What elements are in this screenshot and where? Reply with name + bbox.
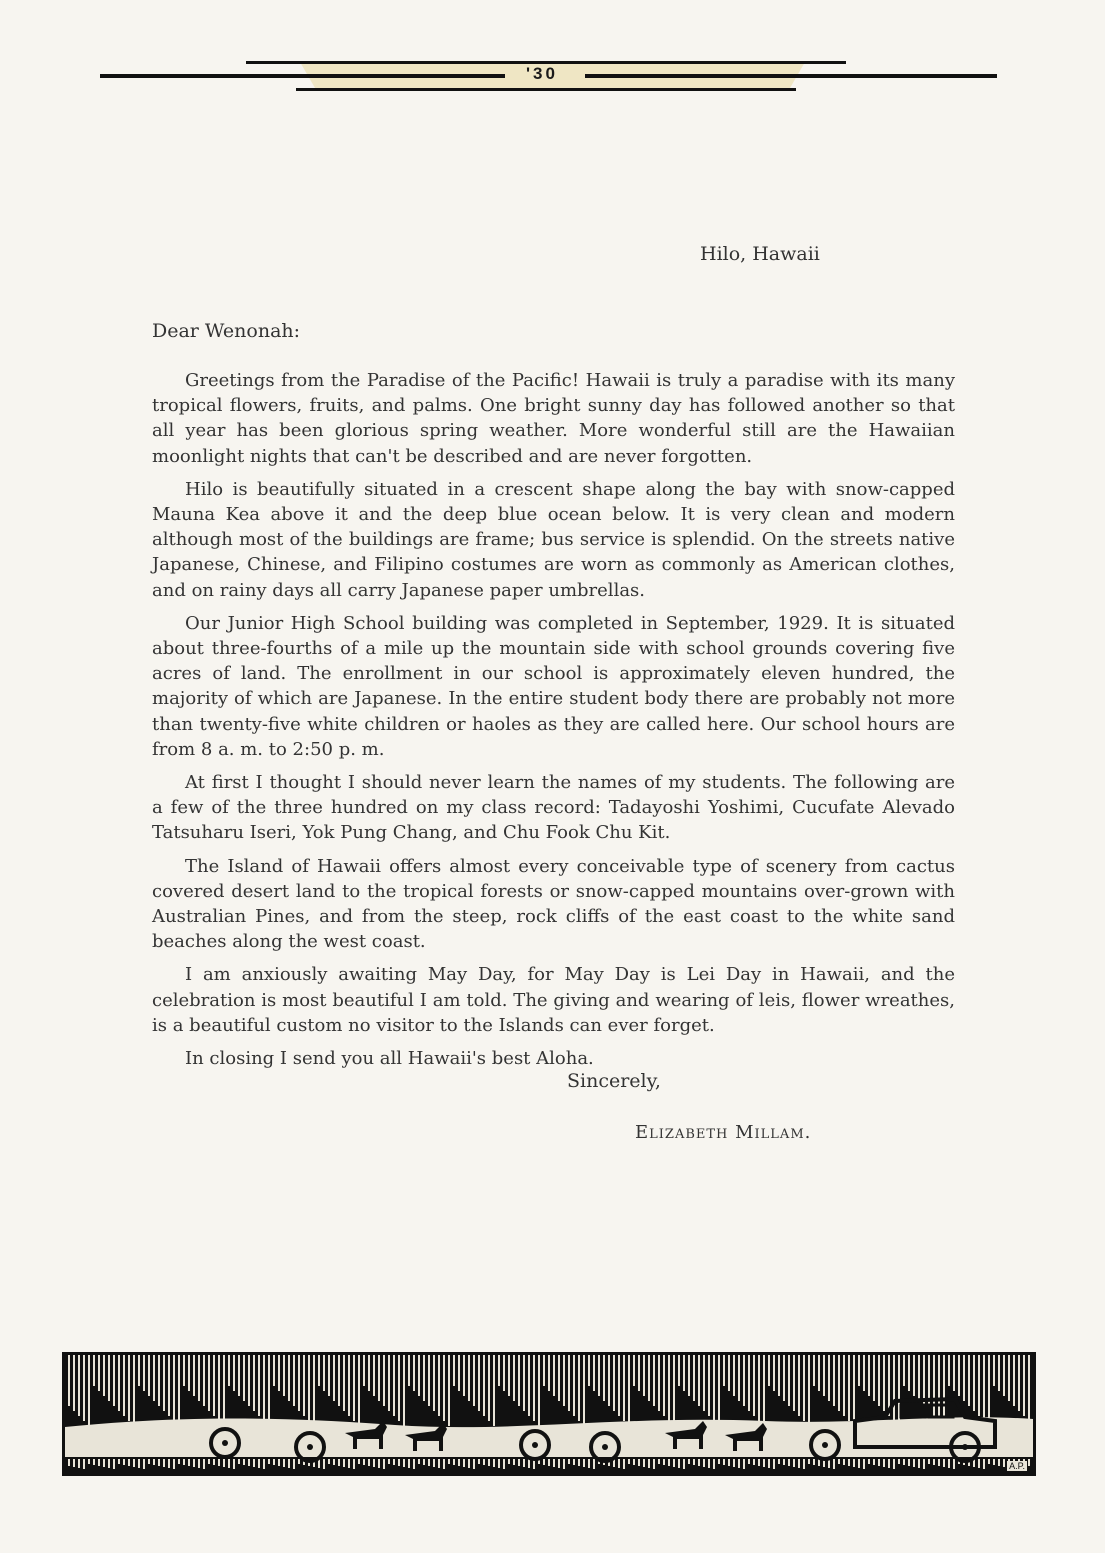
letter-paragraph: Greetings from the Paradise of the Pacific! Hawaii is truly a paradise with its many tropical flowers, fruits, and palms. One bright sunny day has followed another so that all year has been glorious spring weather. More wonderful still are the Hawaiian moonlight nights that can't be described and are never forgotten. <box>152 370 955 467</box>
page-header <box>0 0 1105 110</box>
header-rule-left <box>100 74 505 78</box>
header-rules <box>0 0 1105 110</box>
letter-paragraph: The Island of Hawaii offers almost every conceivable type of scenery from cactus covered desert land to the tropical forests or snow-capped mountains over-grown with Australian Pines, and from the steep, rock cliffs of the east coast to the white sand beaches along the west coast. <box>152 855 955 953</box>
artist-initials: A.P. <box>1009 1461 1025 1471</box>
decorative-banner <box>62 1352 1036 1476</box>
letter-paragraph: Hilo is beautifully situated in a crescent shape along the bay with snow-capped Mauna Kea above it and the deep blue ocean below. It is very clean and modern although most of the buildings are frame; bus service is splendid. On the streets native Japanese, Chinese, and Filipino costumes are worn as commonly as American clothes, and on rainy days all carry Japanese paper umbrellas. <box>152 478 955 601</box>
letter-body <box>152 368 955 1079</box>
letter-paragraph: At first I thought I should never learn the names of my students. The following are a few of the three hundred on my class record: Tadayoshi Yoshimi, Cucufate Alevado Tatsuharu Iseri, Yok Pung Chang, and Chu Fook Chu Kit. <box>152 772 955 844</box>
header-rule-right <box>585 74 997 78</box>
letter-signature: Elizabeth Millam. <box>635 1122 812 1143</box>
procession-illustration <box>65 1355 1033 1473</box>
page-year: '30 <box>526 64 558 83</box>
letter-paragraph: In closing I send you all Hawaii's best Aloha. <box>185 1048 594 1070</box>
letter-paragraph: I am anxiously awaiting May Day, for May Day is Lei Day in Hawaii, and the celebration is most beautiful I am told. The giving and wearing of leis, flower wreathes, is a beautiful custom no visitor to the Islands can ever forget. <box>152 964 955 1036</box>
letter-salutation: Dear Wenonah: <box>152 320 301 342</box>
header-rule-bottom <box>296 88 796 91</box>
letter-paragraph: Our Junior High School building was completed in September, 1929. It is situated about three-fourths of a mile up the mountain side with school grounds covering five acres of land. The enrollment in our school is approximately eleven hundred, the majority of which are Japanese. In the entire student body there are probably not more than twenty-five white children or haoles as they are called here. Our school hours are from 8 a. m. to 2:50 p. m. <box>152 612 955 760</box>
letter-closing: Sincerely, <box>567 1070 661 1092</box>
letter-place: Hilo, Hawaii <box>700 243 820 265</box>
